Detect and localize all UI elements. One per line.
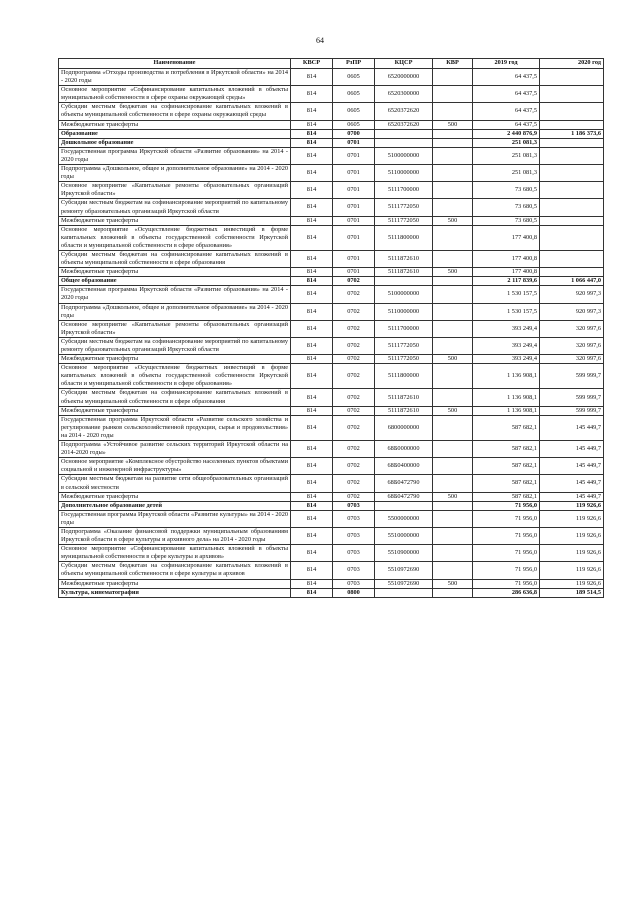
cell-rzpr: 0703 bbox=[333, 562, 375, 579]
cell-2019: 71 956,0 bbox=[473, 562, 540, 579]
cell-kcsr: 5111772050 bbox=[375, 355, 433, 364]
cell-kvsr: 814 bbox=[291, 216, 333, 225]
cell-kvr bbox=[433, 415, 473, 440]
cell-kvsr: 814 bbox=[291, 510, 333, 527]
cell-2020 bbox=[540, 268, 604, 277]
cell-kvsr: 814 bbox=[291, 527, 333, 544]
cell-kvr bbox=[433, 510, 473, 527]
cell-kvr bbox=[433, 527, 473, 544]
cell-2019: 73 680,5 bbox=[473, 182, 540, 199]
cell-rzpr: 0703 bbox=[333, 501, 375, 510]
cell-kvsr: 814 bbox=[291, 277, 333, 286]
cell-2019: 73 680,5 bbox=[473, 216, 540, 225]
table-header-row bbox=[59, 59, 604, 69]
cell-2019: 251 081,3 bbox=[473, 165, 540, 182]
table-row bbox=[59, 501, 604, 510]
cell-name: Подпрограмма «Устойчивое развитие сельских территорий Иркутской области на 2014-2020 годы» bbox=[59, 441, 291, 458]
cell-2020 bbox=[540, 182, 604, 199]
cell-kcsr bbox=[375, 588, 433, 597]
cell-kvr bbox=[433, 364, 473, 389]
cell-kcsr: 5111872610 bbox=[375, 250, 433, 267]
cell-kvsr: 814 bbox=[291, 337, 333, 354]
table-row bbox=[59, 475, 604, 492]
header-name: Наименование bbox=[59, 59, 291, 69]
cell-kcsr: 5111872610 bbox=[375, 406, 433, 415]
cell-kvsr: 814 bbox=[291, 588, 333, 597]
cell-2019: 64 437,5 bbox=[473, 120, 540, 129]
table-row bbox=[59, 147, 604, 164]
cell-2020 bbox=[540, 103, 604, 120]
cell-2020: 320 997,6 bbox=[540, 355, 604, 364]
cell-rzpr: 0701 bbox=[333, 216, 375, 225]
cell-kvr bbox=[433, 588, 473, 597]
cell-kvsr: 814 bbox=[291, 364, 333, 389]
cell-2020 bbox=[540, 165, 604, 182]
table-row bbox=[59, 277, 604, 286]
cell-kvsr: 814 bbox=[291, 492, 333, 501]
cell-2019: 2 440 876,9 bbox=[473, 129, 540, 138]
cell-kvr bbox=[433, 250, 473, 267]
cell-kcsr: 6520372620 bbox=[375, 103, 433, 120]
cell-rzpr: 0702 bbox=[333, 364, 375, 389]
cell-rzpr: 0702 bbox=[333, 320, 375, 337]
cell-rzpr: 0702 bbox=[333, 337, 375, 354]
cell-2020: 1 186 373,6 bbox=[540, 129, 604, 138]
table-row bbox=[59, 579, 604, 588]
table-row bbox=[59, 103, 604, 120]
cell-rzpr: 0701 bbox=[333, 182, 375, 199]
cell-2020: 119 926,6 bbox=[540, 510, 604, 527]
cell-2020 bbox=[540, 147, 604, 164]
cell-name: Дополнительное образование детей bbox=[59, 501, 291, 510]
cell-2020: 1 066 447,0 bbox=[540, 277, 604, 286]
cell-kvr: 500 bbox=[433, 355, 473, 364]
cell-2019: 393 249,4 bbox=[473, 355, 540, 364]
cell-name: Основное мероприятие «Осуществление бюджетных инвестиций в форме капитальных вложений в объекты государственной собственности Иркутской области и муниципальной собственности в сфере образования» bbox=[59, 225, 291, 250]
cell-2020 bbox=[540, 138, 604, 147]
cell-kvsr: 814 bbox=[291, 138, 333, 147]
cell-2020 bbox=[540, 216, 604, 225]
cell-name: Основное мероприятие «Комплексное обустройство населенных пунктов объектами социальной и инженерной инфраструктуры» bbox=[59, 458, 291, 475]
cell-rzpr: 0605 bbox=[333, 69, 375, 86]
cell-2019: 177 400,8 bbox=[473, 268, 540, 277]
cell-2020: 119 926,6 bbox=[540, 562, 604, 579]
cell-2019: 286 636,8 bbox=[473, 588, 540, 597]
cell-rzpr: 0703 bbox=[333, 527, 375, 544]
cell-rzpr: 0703 bbox=[333, 579, 375, 588]
cell-kvsr: 814 bbox=[291, 458, 333, 475]
page-number: 64 bbox=[316, 36, 324, 45]
cell-2019: 71 956,0 bbox=[473, 527, 540, 544]
cell-rzpr: 0702 bbox=[333, 389, 375, 406]
cell-2020: 189 514,5 bbox=[540, 588, 604, 597]
cell-rzpr: 0702 bbox=[333, 355, 375, 364]
table-row bbox=[59, 268, 604, 277]
cell-kcsr: 5111772050 bbox=[375, 199, 433, 216]
cell-kvr bbox=[433, 86, 473, 103]
table-row bbox=[59, 458, 604, 475]
cell-name: Субсидии местным бюджетам на софинансирование капитальных вложений в объекты муниципальной собственности в сфере образования bbox=[59, 389, 291, 406]
cell-2019: 2 117 839,6 bbox=[473, 277, 540, 286]
cell-2019: 587 682,1 bbox=[473, 475, 540, 492]
cell-kvsr: 814 bbox=[291, 286, 333, 303]
cell-name: Общее образование bbox=[59, 277, 291, 286]
cell-rzpr: 0701 bbox=[333, 199, 375, 216]
table-row bbox=[59, 364, 604, 389]
cell-2020: 599 999,7 bbox=[540, 389, 604, 406]
header-2019: 2019 год bbox=[473, 59, 540, 69]
cell-kvr bbox=[433, 320, 473, 337]
cell-2019: 1 136 908,1 bbox=[473, 389, 540, 406]
cell-kvsr: 814 bbox=[291, 69, 333, 86]
cell-kvr bbox=[433, 225, 473, 250]
cell-rzpr: 0702 bbox=[333, 458, 375, 475]
cell-kvr: 500 bbox=[433, 268, 473, 277]
budget-table bbox=[58, 58, 604, 598]
cell-2020: 599 999,7 bbox=[540, 364, 604, 389]
cell-kvr bbox=[433, 562, 473, 579]
cell-2019: 71 956,0 bbox=[473, 501, 540, 510]
cell-2020 bbox=[540, 120, 604, 129]
cell-kcsr bbox=[375, 277, 433, 286]
cell-name: Образование bbox=[59, 129, 291, 138]
cell-kcsr: 5110000000 bbox=[375, 303, 433, 320]
cell-name: Межбюджетные трансферты bbox=[59, 406, 291, 415]
cell-name: Субсидии местным бюджетам на софинансирование капитальных вложений в объекты муниципальной собственности в сфере охраны окружающей среды bbox=[59, 103, 291, 120]
cell-rzpr: 0701 bbox=[333, 225, 375, 250]
cell-2020 bbox=[540, 69, 604, 86]
cell-name: Субсидии местным бюджетам на софинансирование мероприятий по капитальному ремонту образовательных организаций Иркутской области bbox=[59, 199, 291, 216]
cell-2020: 119 926,6 bbox=[540, 527, 604, 544]
cell-name: Межбюджетные трансферты bbox=[59, 216, 291, 225]
cell-2020: 920 997,3 bbox=[540, 303, 604, 320]
header-kvr: КВР bbox=[433, 59, 473, 69]
cell-rzpr: 0701 bbox=[333, 165, 375, 182]
cell-kvsr: 814 bbox=[291, 165, 333, 182]
cell-kcsr: 5510000000 bbox=[375, 527, 433, 544]
table-row bbox=[59, 510, 604, 527]
cell-kvr bbox=[433, 337, 473, 354]
cell-kvsr: 814 bbox=[291, 147, 333, 164]
cell-kvr: 500 bbox=[433, 492, 473, 501]
cell-rzpr: 0800 bbox=[333, 588, 375, 597]
cell-rzpr: 0605 bbox=[333, 103, 375, 120]
cell-rzpr: 0702 bbox=[333, 303, 375, 320]
cell-2019: 177 400,8 bbox=[473, 225, 540, 250]
cell-2020: 145 449,7 bbox=[540, 475, 604, 492]
cell-name: Подпрограмма «Отходы производства и потребления в Иркутской области» на 2014 - 2020 годы bbox=[59, 69, 291, 86]
table-row bbox=[59, 389, 604, 406]
cell-name: Субсидии местным бюджетам на софинансирование капитальных вложений в объекты муниципальной собственности в сфере культуры и архивов bbox=[59, 562, 291, 579]
cell-kvsr: 814 bbox=[291, 545, 333, 562]
cell-kcsr: 5510900000 bbox=[375, 545, 433, 562]
cell-name: Межбюджетные трансферты bbox=[59, 120, 291, 129]
cell-kcsr: 5100000000 bbox=[375, 147, 433, 164]
cell-name: Дошкольное образование bbox=[59, 138, 291, 147]
cell-kvsr: 814 bbox=[291, 415, 333, 440]
cell-kcsr: 5111700000 bbox=[375, 320, 433, 337]
cell-kvsr: 814 bbox=[291, 389, 333, 406]
table-row bbox=[59, 250, 604, 267]
cell-name: Подпрограмма «Дошкольное, общее и дополнительное образование» на 2014 - 2020 годы bbox=[59, 303, 291, 320]
cell-2020: 119 926,6 bbox=[540, 579, 604, 588]
cell-2019: 587 682,1 bbox=[473, 415, 540, 440]
cell-kvsr: 814 bbox=[291, 355, 333, 364]
cell-name: Подпрограмма «Оказание финансовой поддержки муниципальным образованиям Иркутской области в сфере культуры и архивного дела» на 2014 - 2020 годы bbox=[59, 527, 291, 544]
header-kvsr: КВСР bbox=[291, 59, 333, 69]
cell-kvr: 500 bbox=[433, 579, 473, 588]
cell-name: Субсидии местным бюджетам на развитие сети общеобразовательных организаций в сельской местности bbox=[59, 475, 291, 492]
cell-kvr bbox=[433, 165, 473, 182]
cell-kcsr: 68Б0000000 bbox=[375, 441, 433, 458]
cell-kvsr: 814 bbox=[291, 406, 333, 415]
table-row bbox=[59, 138, 604, 147]
cell-kvsr: 814 bbox=[291, 225, 333, 250]
cell-kvsr: 814 bbox=[291, 475, 333, 492]
cell-2019: 71 956,0 bbox=[473, 579, 540, 588]
cell-kcsr: 5111800000 bbox=[375, 364, 433, 389]
table-row bbox=[59, 182, 604, 199]
table-row bbox=[59, 320, 604, 337]
header-2020: 2020 год bbox=[540, 59, 604, 69]
cell-2020: 145 449,7 bbox=[540, 441, 604, 458]
cell-2020: 145 449,7 bbox=[540, 458, 604, 475]
cell-name: Подпрограмма «Дошкольное, общее и дополнительное образование» на 2014 - 2020 годы bbox=[59, 165, 291, 182]
cell-2020: 320 997,6 bbox=[540, 320, 604, 337]
cell-name: Основное мероприятие «Капитальные ремонты образовательных организаций Иркутской области» bbox=[59, 320, 291, 337]
cell-2019: 587 682,1 bbox=[473, 441, 540, 458]
cell-kcsr: 5111772050 bbox=[375, 216, 433, 225]
cell-kvsr: 814 bbox=[291, 268, 333, 277]
table-row bbox=[59, 492, 604, 501]
cell-rzpr: 0701 bbox=[333, 147, 375, 164]
table-row bbox=[59, 337, 604, 354]
cell-kvr bbox=[433, 389, 473, 406]
cell-kvr bbox=[433, 138, 473, 147]
table-row bbox=[59, 286, 604, 303]
cell-name: Субсидии местным бюджетам на софинансирование мероприятий по капитальному ремонту образовательных организаций Иркутской области bbox=[59, 337, 291, 354]
cell-kvr bbox=[433, 277, 473, 286]
cell-rzpr: 0701 bbox=[333, 138, 375, 147]
table-row bbox=[59, 562, 604, 579]
cell-2020 bbox=[540, 86, 604, 103]
table-row bbox=[59, 415, 604, 440]
cell-kcsr: 5111700000 bbox=[375, 182, 433, 199]
cell-rzpr: 0702 bbox=[333, 441, 375, 458]
cell-name: Межбюджетные трансферты bbox=[59, 492, 291, 501]
cell-2019: 177 400,8 bbox=[473, 250, 540, 267]
cell-2020: 599 999,7 bbox=[540, 406, 604, 415]
cell-kcsr: 5111800000 bbox=[375, 225, 433, 250]
cell-2020: 119 926,6 bbox=[540, 501, 604, 510]
cell-name: Государственная программа Иркутской области «Развитие культуры» на 2014 - 2020 годы bbox=[59, 510, 291, 527]
cell-2019: 393 249,4 bbox=[473, 337, 540, 354]
cell-rzpr: 0702 bbox=[333, 415, 375, 440]
cell-kvr: 500 bbox=[433, 216, 473, 225]
table-row bbox=[59, 303, 604, 320]
cell-rzpr: 0702 bbox=[333, 492, 375, 501]
table-row bbox=[59, 588, 604, 597]
cell-kvr bbox=[433, 303, 473, 320]
cell-kvsr: 814 bbox=[291, 562, 333, 579]
cell-kcsr: 5111872610 bbox=[375, 389, 433, 406]
cell-kvsr: 814 bbox=[291, 120, 333, 129]
cell-name: Межбюджетные трансферты bbox=[59, 355, 291, 364]
cell-name: Межбюджетные трансферты bbox=[59, 579, 291, 588]
cell-2020 bbox=[540, 225, 604, 250]
cell-kcsr bbox=[375, 138, 433, 147]
cell-rzpr: 0701 bbox=[333, 268, 375, 277]
table-row bbox=[59, 441, 604, 458]
cell-2019: 587 682,1 bbox=[473, 458, 540, 475]
cell-rzpr: 0703 bbox=[333, 545, 375, 562]
cell-kcsr: 5111872610 bbox=[375, 268, 433, 277]
cell-kvr bbox=[433, 103, 473, 120]
cell-2019: 1 530 157,5 bbox=[473, 286, 540, 303]
cell-name: Основное мероприятие «Капитальные ремонты образовательных организаций Иркутской области» bbox=[59, 182, 291, 199]
cell-kcsr: 5111772050 bbox=[375, 337, 433, 354]
cell-rzpr: 0700 bbox=[333, 129, 375, 138]
cell-rzpr: 0702 bbox=[333, 406, 375, 415]
table-body bbox=[59, 69, 604, 598]
cell-name: Межбюджетные трансферты bbox=[59, 268, 291, 277]
cell-kcsr: 5110000000 bbox=[375, 165, 433, 182]
cell-kvsr: 814 bbox=[291, 303, 333, 320]
cell-kcsr: 6520372620 bbox=[375, 120, 433, 129]
cell-name: Субсидии местным бюджетам на софинансирование капитальных вложений в объекты муниципальной собственности в сфере образования bbox=[59, 250, 291, 267]
cell-kvsr: 814 bbox=[291, 199, 333, 216]
cell-kcsr: 5100000000 bbox=[375, 286, 433, 303]
table-row bbox=[59, 129, 604, 138]
cell-kvsr: 814 bbox=[291, 103, 333, 120]
cell-2019: 251 081,3 bbox=[473, 138, 540, 147]
cell-name: Государственная программа Иркутской области «Развитие сельского хозяйства и регулирование рынков сельскохозяйственной продукции, сырья и продовольствия» на 2014 - 2020 годы bbox=[59, 415, 291, 440]
cell-2019: 71 956,0 bbox=[473, 510, 540, 527]
cell-kvr: 500 bbox=[433, 120, 473, 129]
cell-2019: 73 680,5 bbox=[473, 199, 540, 216]
cell-2020: 320 997,6 bbox=[540, 337, 604, 354]
table-row bbox=[59, 69, 604, 86]
cell-kvsr: 814 bbox=[291, 579, 333, 588]
cell-name: Государственная программа Иркутской области «Развитие образования» на 2014 - 2020 годы bbox=[59, 147, 291, 164]
cell-rzpr: 0701 bbox=[333, 250, 375, 267]
cell-rzpr: 0702 bbox=[333, 286, 375, 303]
cell-2020: 920 997,3 bbox=[540, 286, 604, 303]
cell-kcsr: 6520300000 bbox=[375, 86, 433, 103]
table-row bbox=[59, 165, 604, 182]
cell-kvsr: 814 bbox=[291, 250, 333, 267]
cell-kvr bbox=[433, 545, 473, 562]
cell-2020 bbox=[540, 250, 604, 267]
cell-2020: 145 449,7 bbox=[540, 492, 604, 501]
cell-rzpr: 0702 bbox=[333, 277, 375, 286]
cell-2020: 119 926,6 bbox=[540, 545, 604, 562]
table-row bbox=[59, 216, 604, 225]
cell-2019: 64 437,5 bbox=[473, 103, 540, 120]
cell-kcsr: 68Б0400000 bbox=[375, 458, 433, 475]
cell-2019: 64 437,5 bbox=[473, 86, 540, 103]
cell-kvsr: 814 bbox=[291, 441, 333, 458]
cell-name: Культура, кинематография bbox=[59, 588, 291, 597]
cell-kcsr: 5510972690 bbox=[375, 562, 433, 579]
table-row bbox=[59, 199, 604, 216]
cell-2019: 587 682,1 bbox=[473, 492, 540, 501]
cell-kvr bbox=[433, 458, 473, 475]
cell-2019: 64 437,5 bbox=[473, 69, 540, 86]
cell-kvsr: 814 bbox=[291, 129, 333, 138]
cell-kvr bbox=[433, 441, 473, 458]
cell-kvr bbox=[433, 199, 473, 216]
cell-kvr bbox=[433, 475, 473, 492]
cell-kvr bbox=[433, 286, 473, 303]
cell-kvsr: 814 bbox=[291, 501, 333, 510]
table-row bbox=[59, 406, 604, 415]
header-kcsr: КЦСР bbox=[375, 59, 433, 69]
cell-kvr bbox=[433, 501, 473, 510]
table-row bbox=[59, 225, 604, 250]
cell-kvr bbox=[433, 147, 473, 164]
cell-2019: 393 249,4 bbox=[473, 320, 540, 337]
cell-rzpr: 0702 bbox=[333, 475, 375, 492]
cell-kvr: 500 bbox=[433, 406, 473, 415]
cell-name: Основное мероприятие «Софинансирование капитальных вложений в объекты муниципальной собственности в сфере культуры и архивов» bbox=[59, 545, 291, 562]
cell-kvr bbox=[433, 182, 473, 199]
cell-kcsr: 5500000000 bbox=[375, 510, 433, 527]
cell-2019: 1 136 908,1 bbox=[473, 406, 540, 415]
cell-kvr bbox=[433, 129, 473, 138]
cell-kcsr: 68Б0472790 bbox=[375, 475, 433, 492]
cell-name: Основное мероприятие «Софинансирование капитальных вложений в объекты муниципальной собственности в сфере охраны окружающей среды» bbox=[59, 86, 291, 103]
header-rzpr: РзПР bbox=[333, 59, 375, 69]
cell-2019: 1 136 908,1 bbox=[473, 364, 540, 389]
table-row bbox=[59, 545, 604, 562]
table-row bbox=[59, 120, 604, 129]
cell-2020: 145 449,7 bbox=[540, 415, 604, 440]
cell-kcsr: 68Б0472790 bbox=[375, 492, 433, 501]
table-row bbox=[59, 355, 604, 364]
table-row bbox=[59, 86, 604, 103]
cell-2019: 251 081,3 bbox=[473, 147, 540, 164]
cell-rzpr: 0703 bbox=[333, 510, 375, 527]
cell-name: Государственная программа Иркутской области «Развитие образования» на 2014 - 2020 годы bbox=[59, 286, 291, 303]
cell-kcsr bbox=[375, 501, 433, 510]
cell-kcsr bbox=[375, 129, 433, 138]
cell-kcsr: 6800000000 bbox=[375, 415, 433, 440]
cell-kcsr: 6520000000 bbox=[375, 69, 433, 86]
cell-kvsr: 814 bbox=[291, 86, 333, 103]
cell-name: Основное мероприятие «Осуществление бюджетных инвестиций в форме капитальных вложений в объекты государственной собственности Иркутской области и муниципальной собственности в сфере образования» bbox=[59, 364, 291, 389]
cell-kvsr: 814 bbox=[291, 182, 333, 199]
cell-rzpr: 0605 bbox=[333, 120, 375, 129]
cell-kvsr: 814 bbox=[291, 320, 333, 337]
table-row bbox=[59, 527, 604, 544]
cell-kcsr: 5510972690 bbox=[375, 579, 433, 588]
cell-kvr bbox=[433, 69, 473, 86]
cell-2020 bbox=[540, 199, 604, 216]
cell-rzpr: 0605 bbox=[333, 86, 375, 103]
cell-2019: 71 956,0 bbox=[473, 545, 540, 562]
cell-2019: 1 530 157,5 bbox=[473, 303, 540, 320]
